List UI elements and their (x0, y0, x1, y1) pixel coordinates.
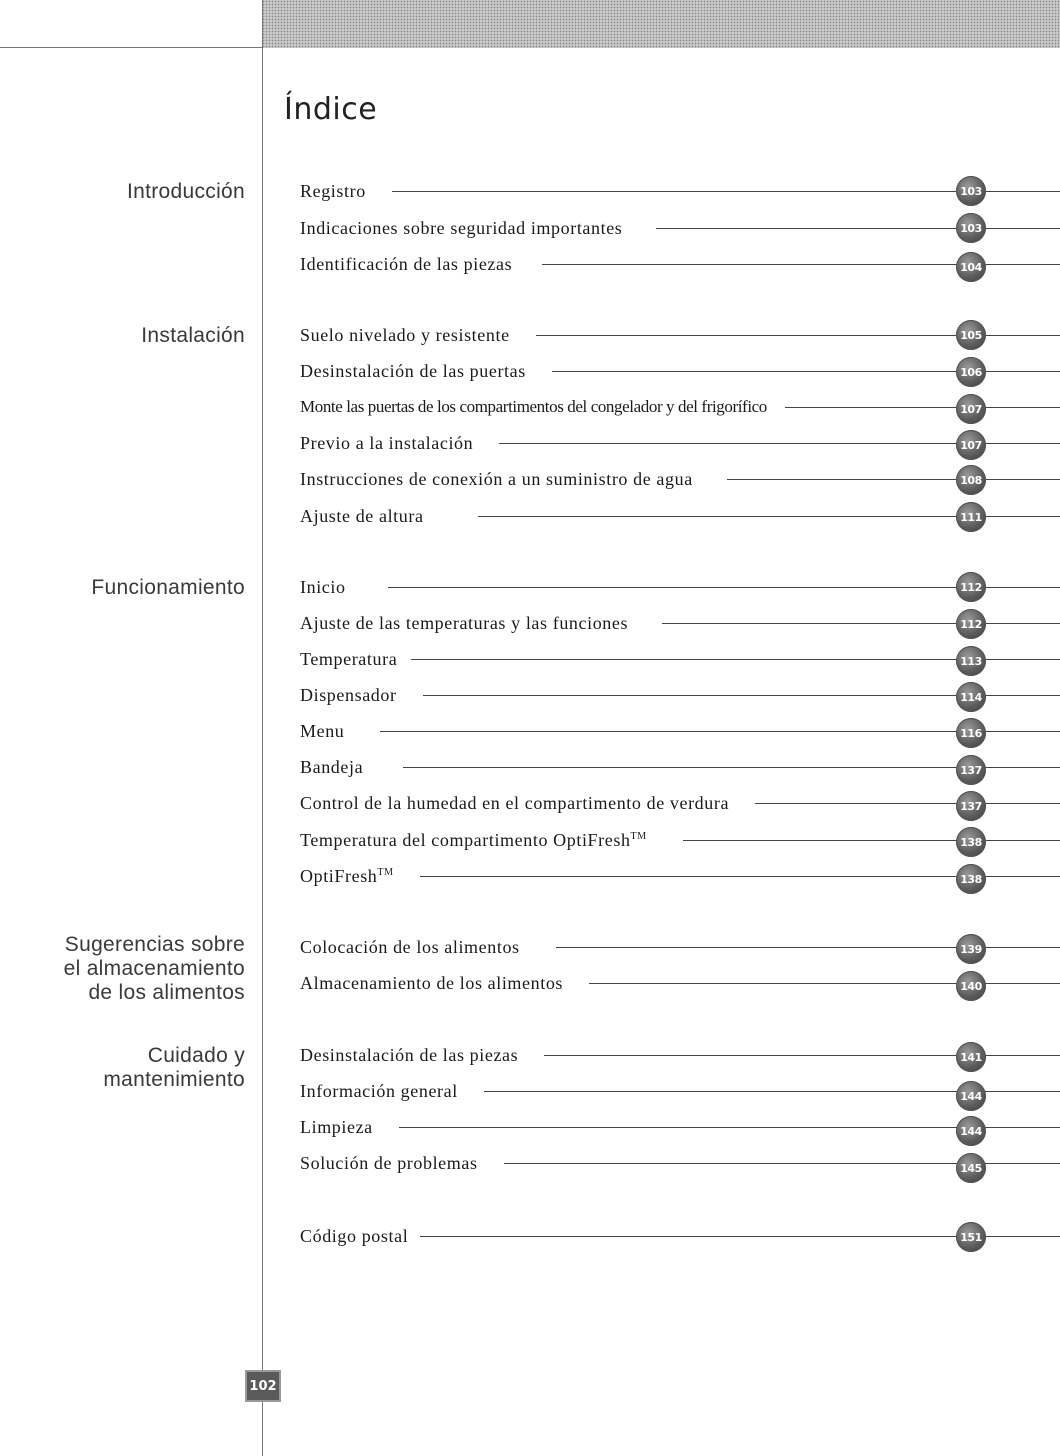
entry-text: Menu (300, 720, 345, 741)
entry-text: Registro (300, 180, 366, 201)
toc-entry[interactable] (300, 753, 1060, 781)
page-badge[interactable]: 145 (956, 1153, 986, 1183)
section-sugerencias: Sugerencias sobre el almacenamiento de los alimentos (63, 933, 245, 1004)
page-badge[interactable]: 107 (956, 394, 986, 424)
toc-entry[interactable] (300, 321, 1060, 349)
page-badge[interactable]: 112 (956, 609, 986, 639)
entry-text (300, 866, 394, 887)
top-rule (0, 47, 262, 48)
page-badge[interactable]: 104 (956, 252, 986, 282)
leader-line (589, 983, 1060, 984)
toc-entry[interactable] (300, 1041, 1060, 1069)
toc-entry[interactable] (300, 357, 1060, 385)
section-cuidado: Cuidado y mantenimiento (103, 1044, 245, 1091)
entry-text: Información general (300, 1080, 458, 1101)
toc-entry[interactable] (300, 609, 1060, 637)
entry-text: Limpieza (300, 1116, 373, 1137)
trademark-sup: TM (377, 866, 394, 878)
toc-entry[interactable] (300, 573, 1060, 601)
page-badge[interactable]: 105 (956, 320, 986, 350)
entry-text: Temperatura (300, 648, 398, 669)
page-badge[interactable]: 139 (956, 934, 986, 964)
page-badge[interactable]: 137 (956, 791, 986, 821)
page-badge[interactable]: 114 (956, 682, 986, 712)
section-instalacion: Instalación (141, 324, 245, 347)
toc-entry[interactable] (300, 393, 1060, 421)
entry-text-main: Temperatura del compartimento OptiFresh (300, 829, 631, 850)
toc-entry[interactable] (300, 214, 1060, 242)
page-badge[interactable]: 103 (956, 213, 986, 243)
entry-text: Solución de problemas (300, 1152, 478, 1173)
page-badge[interactable]: 103 (956, 176, 986, 206)
entry-text: Código postal (300, 1225, 409, 1246)
section-introduccion: Introducción (126, 180, 245, 203)
toc-entry[interactable] (300, 645, 1060, 673)
page-badge[interactable]: 116 (956, 718, 986, 748)
toc-entry[interactable] (300, 1113, 1060, 1141)
page-badge[interactable]: 138 (956, 864, 986, 894)
page-title: Índice (284, 92, 378, 127)
vertical-divider (262, 0, 263, 1456)
entry-text: Colocación de los alimentos (300, 936, 520, 957)
entry-text: Identificación de las piezas (300, 253, 513, 274)
page-badge[interactable]: 151 (956, 1222, 986, 1252)
page-badge[interactable]: 140 (956, 971, 986, 1001)
entry-text: Dispensador (300, 684, 397, 705)
leader-line (683, 840, 1060, 841)
header-band (262, 0, 1060, 48)
entry-text: Ajuste de altura (300, 505, 424, 526)
page-badge[interactable]: 138 (956, 827, 986, 857)
leader-line (662, 623, 1060, 624)
entry-text: Suelo nivelado y resistente (300, 324, 510, 345)
entry-text: Control de la humedad en el compartimento de verdura (300, 792, 730, 813)
page-badge[interactable]: 112 (956, 572, 986, 602)
page-number: 102 (245, 1370, 281, 1402)
entry-text: Desinstalación de las piezas (300, 1044, 519, 1065)
toc-entry[interactable] (300, 177, 1060, 205)
entry-text (300, 830, 647, 851)
entry-text: Almacenamiento de los alimentos (300, 972, 564, 993)
page-badge[interactable]: 106 (956, 357, 986, 387)
toc-entry[interactable] (300, 502, 1060, 530)
leader-line (785, 407, 1060, 408)
entry-text: Inicio (300, 576, 346, 597)
toc-entry[interactable] (300, 789, 1060, 817)
entry-text: Instrucciones de conexión a un suministro de agua (300, 468, 693, 489)
page-badge[interactable]: 137 (956, 755, 986, 785)
page-badge[interactable]: 107 (956, 430, 986, 460)
toc-entry[interactable] (300, 681, 1060, 709)
toc-entry[interactable] (300, 862, 1060, 890)
entry-text: Indicaciones sobre seguridad importantes (300, 217, 623, 238)
toc-entry[interactable] (300, 429, 1060, 457)
leader-line (755, 803, 1060, 804)
entry-text: Desinstalación de las puertas (300, 360, 526, 381)
toc-entry[interactable] (300, 933, 1060, 961)
toc-entry[interactable] (300, 717, 1060, 745)
page-badge[interactable]: 111 (956, 502, 986, 532)
page-badge[interactable]: 144 (956, 1081, 986, 1111)
toc-entry[interactable] (300, 250, 1060, 278)
toc-entry[interactable] (300, 465, 1060, 493)
toc-entry[interactable] (300, 826, 1060, 854)
page-badge[interactable]: 141 (956, 1042, 986, 1072)
section-funcionamiento: Funcionamiento (91, 576, 245, 599)
page-badge[interactable]: 144 (956, 1116, 986, 1146)
leader-line (727, 479, 1060, 480)
leader-line (656, 228, 1060, 229)
entry-text: Bandeja (300, 756, 364, 777)
entry-text: Monte las puertas de los compartimentos del congelador y del frigorífico (300, 397, 767, 416)
toc-entry[interactable] (300, 1077, 1060, 1105)
entry-text: Ajuste de las temperaturas y las funciones (300, 612, 629, 633)
trademark-sup: TM (630, 830, 647, 842)
page-badge[interactable]: 108 (956, 465, 986, 495)
toc-entry[interactable] (300, 1222, 1060, 1250)
entry-text: Previo a la instalación (300, 432, 474, 453)
toc-entry[interactable] (300, 969, 1060, 997)
toc-entry[interactable] (300, 1149, 1060, 1177)
page-badge[interactable]: 113 (956, 646, 986, 676)
entry-text-main: OptiFresh (300, 865, 378, 886)
